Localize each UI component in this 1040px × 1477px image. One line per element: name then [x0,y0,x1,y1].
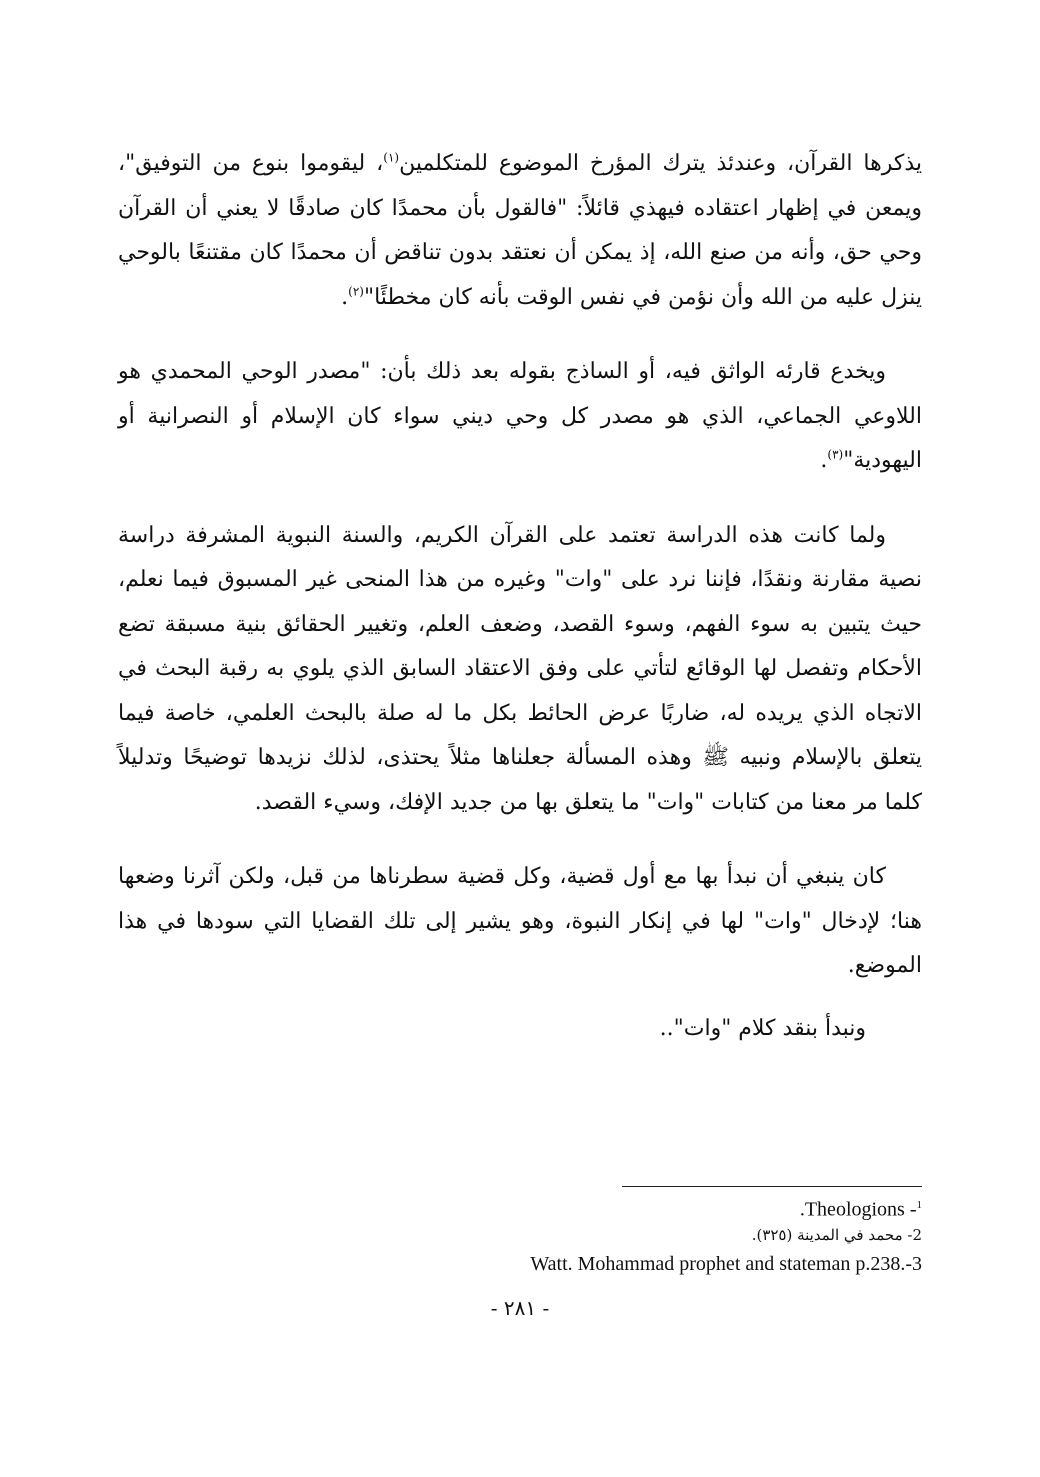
paragraph-1-text-b: ، ليقوموا بنوع من التوفيق"، ويمعن في إظهار اعتقاده فيهذي قائلاً: "فالقول بأن محمدًا كان صادقًا لا يعني أن القرآن وحي حق، وأنه من صنع الله، إذ يمكن أن نعتقد بدون تناقض أن محمدًا كان مقتنعًا بالوحي ينزل عليه من الله وأن نؤمن في نفس الوقت بأنه كان مخطئًا" [118,151,922,310]
page-number: - ٢٨١ - [490,1296,550,1320]
paragraph-2 [118,350,922,484]
footnote-ref-2: (٢) [348,284,364,299]
paragraph-1-text-a: يذكرها القرآن، وعندئذ يترك المؤرخ الموضوع للمتكلمين [399,151,923,176]
paragraph-2-text-a: ويخدع قارئه الواثق فيه، أو الساذج بقوله بعد ذلك بأن: "مصدر الوحي المحمدي هو اللاوعي الجماعي، الذي هو مصدر كل وحي ديني سواء كان الإسلام أو النصرانية أو اليهودية" [118,359,922,473]
paragraph-5: ونبدأ بنقد كلام "وات".. [659,1015,866,1041]
footnotes [402,1192,922,1277]
footnote-1-text: .Theologions - [799,1198,917,1221]
paragraph-3: ولما كانت هذه الدراسة تعتمد على القرآن الكريم، والسنة النبوية المشرفة دراسة نصية مقارنة ونقدًا، فإننا نرد على "وات" وغيره من هذا المنحى غير المسبوق فيما نعلم، حيث يتبين به سوء الفهم، وسوء القصد، وضعف العلم، وتغيير الحقائق بنية مسبقة تضع الأحكام وتفصل لها الوقائع لتأتي على وفق الاعتقاد السابق الذي يلوي به رقبة البحث في الاتجاه الذي يريده له، ضاربًا عرض الحائط بكل ما له صلة بالبحث العلمي، خاصة فيما يتعلق بالإسلام ونبيه ﷺ وهذه المسألة جعلناها مثلاً يحتذى، لذلك نزيدها توضيحًا وتدليلاً كلما مر معنا من كتابات "وات" ما يتعلق بها من جديد الإفك، وسيء القصد. [118,522,922,815]
footnote-1 [402,1192,922,1223]
paragraph-1 [118,142,922,320]
footnote-divider [622,1186,922,1187]
main-text [118,142,922,1081]
footnote-ref-3: (٣) [827,447,844,462]
paragraph-4: كان ينبغي أن نبدأ بها مع أول قضية، وكل قضية سطرناها من قبل، ولكن آثرنا وضعها هنا؛ لإدخال "وات" لها في إنكار النبوة، وهو يشير إلى تلك القضايا التي سودها في هذا الموضع. [118,864,922,978]
footnote-2: 2- محمد في المدينة (٣٢٥). [751,1225,922,1244]
footnote-1-marker: 1 [916,1199,922,1211]
footnote-ref-1: (١) [383,150,400,165]
paragraph-1-text-c: . [341,284,349,310]
paragraph-2-text-b: . [820,448,828,473]
footnote-3: Watt. Mohammad prophet and stateman p.238.-3 [530,1252,922,1275]
